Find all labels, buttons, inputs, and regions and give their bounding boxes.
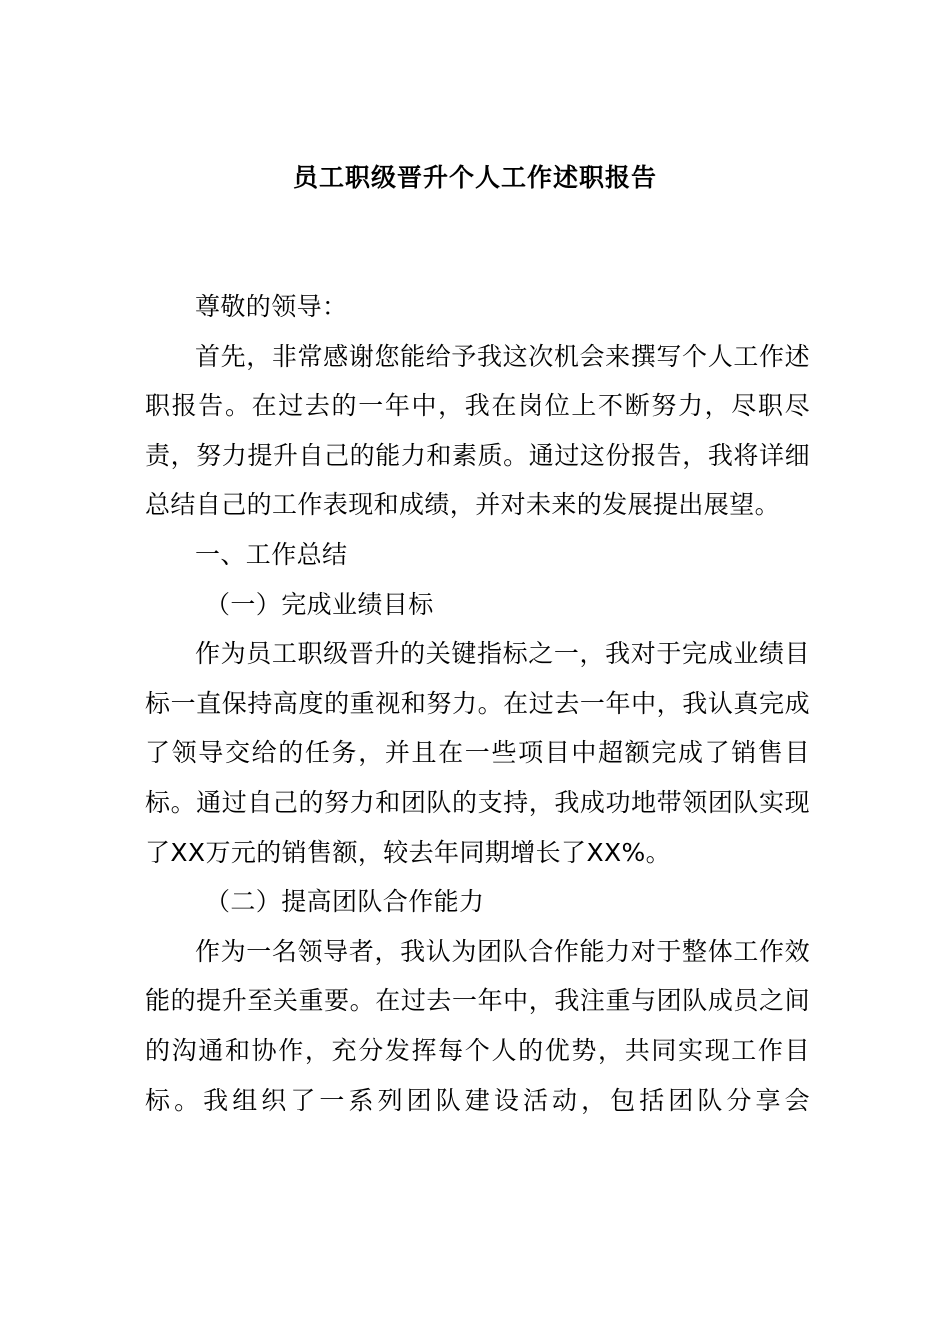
subsection-heading-teamwork: （二）提高团队合作能力 — [205, 887, 485, 917]
document-body — [145, 282, 810, 1125]
subsection-heading-performance-goals: （一）完成业绩目标 — [205, 589, 434, 619]
document-title: 员工职级晋升个人工作述职报告 — [292, 163, 657, 192]
intro-paragraph: 首先，非常感谢您能给予我这次机会来撰写个人工作述职报告。在过去的一年中，我在岗位上不断努力，尽职尽责，努力提升自己的能力和素质。通过这份报告，我将详细总结自己的工作表现和成绩，并对未来的发展提出展望。 — [145, 341, 810, 520]
subsection-paragraph-performance-goals: 作为员工职级晋升的关键指标之一，我对于完成业绩目标一直保持高度的重视和努力。在过去一年中，我认真完成了领导交给的任务，并且在一些项目中超额完成了销售目标。通过自己的努力和团队的支持，我成功地带领团队实现了XX万元的销售额，较去年同期增长了XX%。 — [145, 639, 810, 867]
section-heading-work-summary: 一、工作总结 — [195, 539, 348, 569]
greeting: 尊敬的领导： — [195, 292, 348, 321]
subsection-paragraph-teamwork: 作为一名领导者，我认为团队合作能力对于整体工作效能的提升至关重要。在过去一年中，我注重与团队成员之间的沟通和协作，充分发挥每个人的优势，共同实现工作目标。我组织了一系列团队建设活动，包括团队分享会 — [145, 936, 810, 1115]
